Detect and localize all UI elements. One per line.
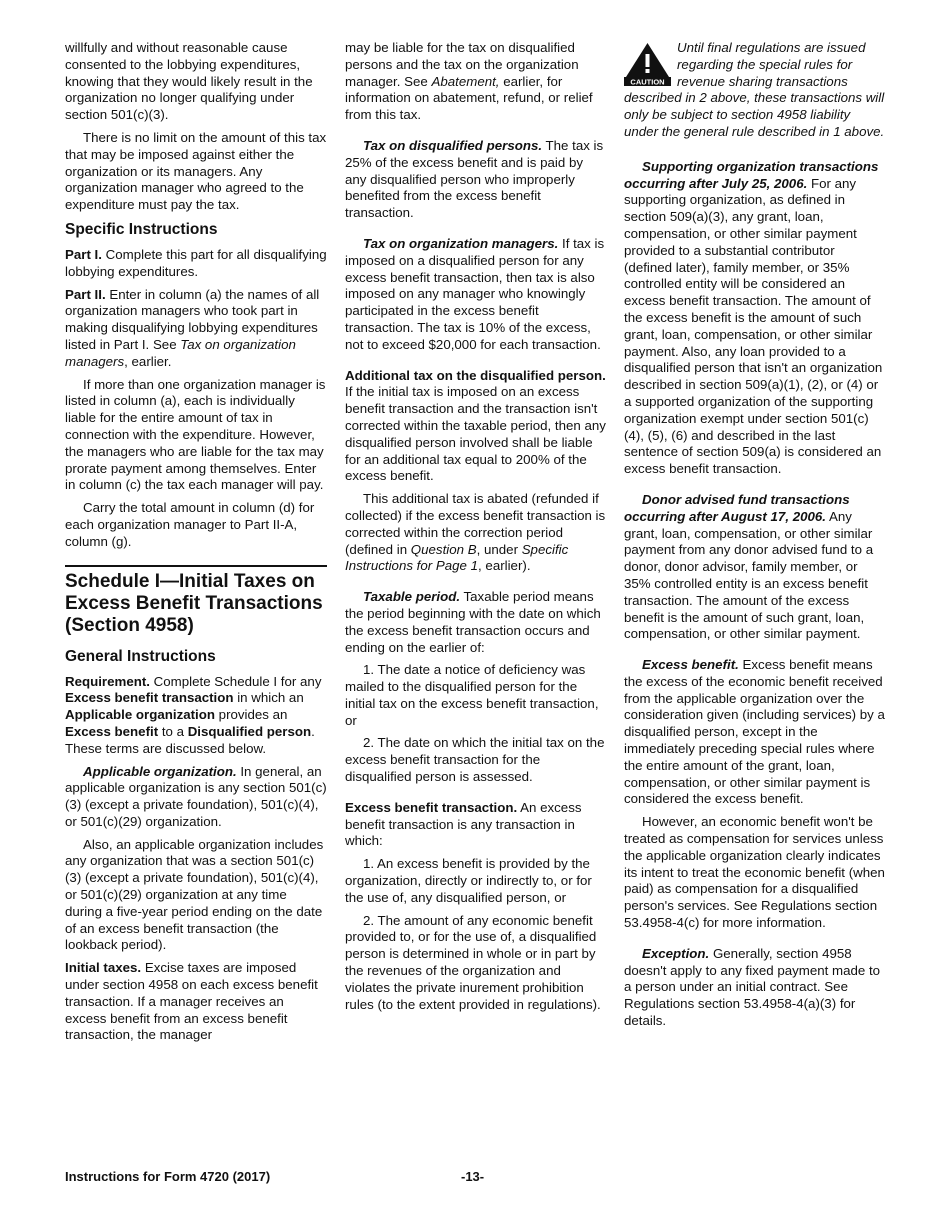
requirement-paragraph xyxy=(65,674,327,758)
section-divider xyxy=(65,565,327,567)
run-in-heading: Tax on organization managers. xyxy=(363,235,559,251)
general-instructions-heading: General Instructions xyxy=(65,647,216,665)
column-3 xyxy=(624,40,886,1036)
cross-reference: Question B xyxy=(410,541,477,557)
list-item: 1. The date a notice of deficiency was mailed to the disqualified person for the initial tax on the excess benefit transaction, or xyxy=(345,662,599,728)
text: The tax is 25% of the excess benefit and is paid by any disqualified person who improperly benefited from the excess benefit transaction. xyxy=(345,137,604,221)
text: This additional tax is abated (refunded if collected) if the excess benefit transaction is corrected within the correction period (defined in xyxy=(345,491,606,557)
text: Excess benefit means the excess of the economic benefit received from the applicable organization over the consideration given (including services) by a disqualified person, except in the immediately preceding special rules where the entire amount of the grant, loan, compensation, or other similar payment is considered the excess benefit. xyxy=(624,657,885,807)
cross-reference: Specific Instructions for Page 1 xyxy=(345,541,569,574)
run-in-heading: Supporting organization transactions occurring after July 25, 2006. xyxy=(624,158,879,191)
text: to a xyxy=(158,723,188,739)
run-in-heading: Excess benefit transaction. xyxy=(345,799,518,815)
part-ii-text: Enter in column (a) the names of all organization managers who took part in making disqualifying lobbying expenditures listed in Part I. See xyxy=(65,286,320,352)
paragraph: willfully and without reasonable cause consented to the lobbying expenditures, knowing that they would likely result in the organization no longer qualifying under section 501(c)(3). xyxy=(65,40,313,123)
run-in-heading: Exception. xyxy=(642,945,710,961)
run-in-heading: Tax on disqualified persons. xyxy=(363,137,543,153)
text: . These terms are discussed below. xyxy=(65,723,315,756)
text: , earlier). xyxy=(478,558,531,574)
applicable-org-paragraph xyxy=(65,764,327,831)
text: provides an xyxy=(214,707,288,723)
cross-reference: Tax on organization managers xyxy=(65,336,296,369)
text: Complete Schedule I for any xyxy=(149,673,322,689)
text: For any supporting organization, as defined in section 509(a)(3), any grant, loan, compensation, or other similar payment provided to a substantial contributor (defined later), family member, or 35% controlled entity will be considered an excess benefit transaction. The amount of the excess benefit is the amount of such grant, loan, compensation, or other similar payment. Also, any loan provided to a disqualified person that isn't an organization described in section 509(a)(1), (2), or (4) or a supported organization of the supporting organization exempt under section 501(c)(4), (5), (6) and described in the last sentence of section 509(a) is considered an excess benefit transaction. xyxy=(624,175,883,477)
schedule-i-title: Schedule I—Initial Taxes on Excess Benefit Transactions (Section 4958) xyxy=(65,570,323,636)
term: Disqualified person xyxy=(187,723,312,739)
text: In general, an applicable organization is any section 501(c)(3) (except a private foundation), 501(c)(4), or 501(c)(29) organization. xyxy=(65,763,327,829)
text: may be liable for the tax on disqualified persons and the tax on the organization manager. See xyxy=(345,40,579,89)
requirement-label: Requirement. xyxy=(65,673,150,689)
paragraph: If more than one organization manager is listed in column (a), each is individually liable for the entire amount of tax in connection with the expenditure. However, the managers who are liable for the tax may prorate payment among themselves. Enter in column (c) the tax each manager will pay. xyxy=(65,376,326,493)
text: If tax is imposed on a disqualified person for any excess benefit transaction, then tax is also imposed on any manager who knowingly participated in the excess benefit transaction. The tax is 10% of the excess, not to exceed $20,000 for each transaction. xyxy=(345,235,605,352)
list-item: 1. An excess benefit is provided by the organization, directly or indirectly to, or for the use of, any disqualified person, or xyxy=(345,856,592,905)
column-2 xyxy=(345,40,607,1019)
text: Generally, section 4958 doesn't apply to any fixed payment made to a person under an initial contract. See Regulations section 53.4958-4(a)(3) for details. xyxy=(624,945,881,1029)
tax-managers-paragraph xyxy=(345,236,607,354)
text: earlier, for information on abatement, refund, or relief from this tax. xyxy=(345,73,593,123)
paragraph: Carry the total amount in column (d) for each organization manager to Part II-A, column (g). xyxy=(65,500,315,549)
additional-tax-paragraph xyxy=(345,368,607,486)
paragraph: There is no limit on the amount of this tax that may be imposed against either the organization or its managers. Any organization manager who agreed to the expenditure must pay the tax. xyxy=(65,129,327,213)
part-i-paragraph xyxy=(65,247,327,281)
caution-block xyxy=(624,40,886,141)
exception-paragraph xyxy=(624,946,886,1030)
run-in-heading: Taxable period. xyxy=(363,589,461,605)
text: Excise taxes are imposed under section 4958 on each excess benefit transaction. If a manager receives an excess benefit from an excess benefit transaction, the manager xyxy=(65,960,318,1043)
part-i-label: Part I. xyxy=(65,246,102,262)
donor-advised-paragraph xyxy=(624,492,886,643)
text: , under xyxy=(476,541,522,557)
excess-benefit-paragraph xyxy=(624,657,886,808)
column-1 xyxy=(65,40,327,1050)
run-in-heading: Excess benefit. xyxy=(642,657,739,673)
paragraph: However, an economic benefit won't be treated as compensation for services unless the applicable organization clearly indicates its intent to treat the economic benefit (when paid) as compensation for a disqualified person's services. See Regulations section 53.4958-4(c) for more information. xyxy=(624,814,885,931)
list-item: 2. The date on which the initial tax on the excess benefit transaction for the disqualified person is assessed. xyxy=(345,735,605,785)
term: Applicable organization xyxy=(65,707,215,723)
part-ii-label: Part II. xyxy=(65,286,106,302)
term: Excess benefit transaction xyxy=(65,690,234,706)
supporting-org-paragraph xyxy=(624,159,886,478)
part-i-text: Complete this part for all disqualifying lobbying expenditures. xyxy=(65,246,327,279)
part-ii-end: , earlier. xyxy=(124,353,172,369)
paragraph: Also, an applicable organization includes any organization that was a section 501(c)(3) (except a private foundation), 501(c)(4), or 501(c)(29) organization at any time during a five-year period ending on the date of an excess benefit transaction (the lookback period). xyxy=(65,836,324,953)
text: Any grant, loan, compensation, or other similar payment from any donor advised fund to a donor, donor advisor, family member, or 35% controlled entity is an excess benefit transaction. The amount of the excess benefit is the amount of such grant, loan, compensation, or other similar payment. xyxy=(624,508,874,642)
run-in-heading: Initial taxes. xyxy=(65,960,142,976)
text: If the initial tax is imposed on an excess benefit transaction and the transaction isn't corrected within the taxable period, then any disqualified person involved shall be liable for an additional tax equal to 200% of the excess benefit. xyxy=(345,384,606,484)
paragraph xyxy=(345,491,607,575)
ebt-paragraph xyxy=(345,800,607,850)
text: in which an xyxy=(233,690,304,706)
term: Excess benefit xyxy=(65,723,159,739)
specific-instructions-heading: Specific Instructions xyxy=(65,220,218,238)
part-ii-paragraph xyxy=(65,287,327,371)
run-in-heading: Additional tax on the disqualified person. xyxy=(345,367,606,383)
caution-icon xyxy=(624,42,671,86)
caution-text: Until final regulations are issued regarding the special rules for revenue sharing transactions described in 2 above, these transactions will only be subject to section 4958 liability under the general rule described in 1 above. xyxy=(624,40,885,139)
list-item: 2. The amount of any economic benefit provided to, or for the use of, a disqualified person is determined in whole or in part by the revenues of the organization and violates the private inurement prohibition rules (to the extent provided in regulations). xyxy=(345,912,601,1012)
warning-triangle-icon xyxy=(624,42,671,86)
paragraph xyxy=(345,40,607,124)
cross-reference: Abatement, xyxy=(431,73,500,89)
footer-form-title: Instructions for Form 4720 (2017) xyxy=(65,1169,271,1184)
tax-disqualified-paragraph xyxy=(345,138,607,222)
run-in-heading: Applicable organization. xyxy=(83,763,237,779)
text: An excess benefit transaction is any transaction in which: xyxy=(345,799,582,849)
caution-label: CAUTION xyxy=(630,77,665,86)
page-number: -13- xyxy=(461,1169,485,1184)
initial-taxes-paragraph xyxy=(65,960,327,1044)
text: Taxable period means the period beginning with the date on which the excess benefit transaction occurs and ending on the earlier of: xyxy=(345,589,601,655)
run-in-heading: Donor advised fund transactions occurring after August 17, 2006. xyxy=(624,491,850,524)
taxable-period-paragraph xyxy=(345,589,607,656)
